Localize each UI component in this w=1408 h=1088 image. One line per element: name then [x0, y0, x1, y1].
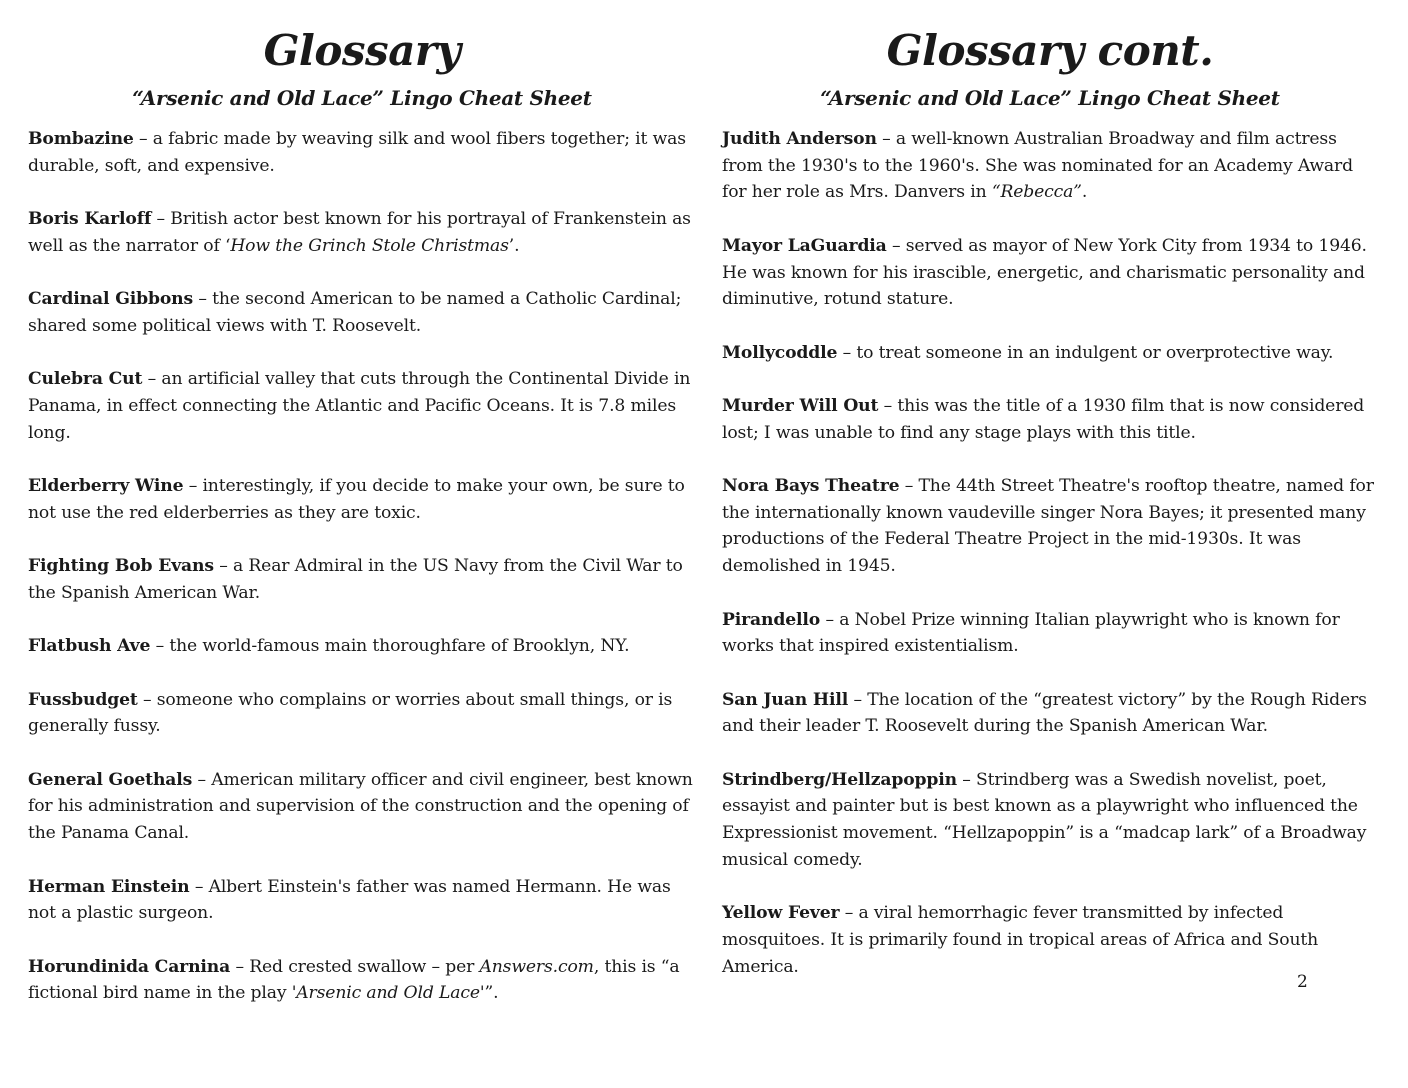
glossary-term: Mollycoddle	[722, 342, 838, 363]
glossary-term: San Juan Hill	[722, 689, 849, 710]
glossary-definition: – The 44th Street Theatre's rooftop theatre, named for the internationally known vaudeville singer Nora Bayes; it presented many productions of the Federal Theatre Project in the mid-1930s. It was demolished in 1945.	[722, 476, 1374, 577]
glossary-definition: – an artificial valley that cuts through the Continental Divide in Panama, in effect connecting the Atlantic and Pacific Oceans. It is 7.8 miles long.	[28, 369, 691, 443]
glossary-definition: – a Rear Admiral in the US Navy from the Civil War to the Spanish American War.	[28, 556, 683, 603]
glossary-term: Horundinida Carnina	[28, 956, 231, 977]
glossary-entry	[722, 767, 1378, 874]
page-number: 2	[1297, 972, 1308, 992]
glossary-entry	[722, 687, 1378, 740]
glossary-definition: – the world-famous main thoroughfare of Brooklyn, NY.	[150, 636, 630, 657]
glossary-entry	[28, 286, 696, 339]
glossary-entry	[28, 126, 696, 179]
glossary-term: Flatbush Ave	[28, 636, 151, 657]
page-title: Glossary	[263, 26, 461, 75]
glossary-term: General Goethals	[28, 769, 193, 790]
glossary-definition: – served as mayor of New York City from 1934 to 1946. He was known for his irascible, energetic, and charismatic personality and diminutive, rotund stature.	[722, 235, 1367, 310]
glossary-definition: – a fabric made by weaving silk and wool fibers together; it was durable, soft, and expensive.	[28, 129, 686, 176]
glossary-definition: – The location of the “greatest victory” by the Rough Riders and their leader T. Roosevelt during the Spanish American War.	[722, 689, 1367, 737]
glossary-term: Judith Anderson	[722, 129, 877, 149]
glossary-definition: – a Nobel Prize winning Italian playwright who is known for works that inspired existentialism.	[722, 609, 1340, 657]
glossary-term: Nora Bays Theatre	[722, 476, 900, 497]
glossary-definition: – the second American to be named a Catholic Cardinal; shared some political views with T. Roosevelt.	[28, 289, 682, 336]
glossary-entry	[722, 233, 1378, 313]
glossary-list-cont	[722, 126, 1378, 980]
right-column	[722, 0, 1378, 1007]
glossary-definition: – someone who complains or worries about small things, or is generally fussy.	[28, 689, 673, 737]
glossary-definition-end: ”.	[484, 983, 499, 1004]
glossary-entry	[722, 607, 1378, 660]
glossary-term: Bombazine	[28, 129, 134, 149]
glossary-definition: – a viral hemorrhagic fever transmitted by infected mosquitoes. It is primarily found in tropical areas of Africa and South America.	[722, 903, 1319, 977]
italic-title: “Rebecca”	[991, 182, 1082, 203]
glossary-definition: – a well-known Australian Broadway and film actress from the 1930's to the 1960's. She was nominated for an Academy Award for her role as Mrs. Danvers in	[722, 129, 1353, 203]
glossary-entry	[722, 393, 1378, 446]
glossary-entry	[722, 900, 1378, 980]
glossary-entry	[28, 954, 696, 1007]
italic-title: How the Grinch Stole Christmas	[230, 235, 509, 256]
glossary-term: Mayor LaGuardia	[722, 235, 887, 256]
glossary-definition-mid: , this is “a fictional bird name in the play	[28, 956, 680, 1004]
glossary-entry	[28, 366, 696, 446]
italic-source: Answers.com	[479, 956, 594, 977]
glossary-entry	[722, 473, 1378, 580]
glossary-definition: – Strindberg was a Swedish novelist, poet, essayist and painter but is best known as a playwright who influenced the Expressionist movement. “Hellzapoppin” is a “madcap lark” of a Broadway musical comedy.	[722, 769, 1367, 870]
glossary-term: Fighting Bob Evans	[28, 556, 214, 577]
glossary-term: Cardinal Gibbons	[28, 289, 194, 310]
glossary-term: Yellow Fever	[722, 903, 840, 924]
glossary-definition: – this was the title of a 1930 film that is now considered lost; I was unable to find any stage plays with this title.	[722, 395, 1365, 443]
glossary-term: Strindberg/Hellzapoppin	[722, 769, 957, 790]
glossary-definition: – interestingly, if you decide to make your own, be sure to not use the red elderberries as they are toxic.	[28, 476, 685, 523]
glossary-definition: – Red crested swallow – per	[230, 956, 480, 977]
glossary-entry	[28, 553, 696, 606]
glossary-entry	[722, 340, 1378, 367]
glossary-definition: – American military officer and civil engineer, best known for his administration and supervision of the construction and the opening of the Panama Canal.	[28, 769, 693, 844]
page-subtitle: “Arsenic and Old Lace” Lingo Cheat Sheet	[132, 86, 592, 110]
glossary-definition: – Albert Einstein's father was named Hermann. He was not a plastic surgeon.	[28, 876, 671, 924]
glossary-list	[28, 126, 696, 1007]
glossary-entry	[28, 206, 696, 259]
glossary-term: Elderberry Wine	[28, 476, 184, 497]
glossary-entry	[28, 874, 696, 927]
glossary-term: Pirandello	[722, 609, 821, 630]
glossary-term: Culebra Cut	[28, 369, 143, 390]
glossary-term: Boris Karloff	[28, 209, 152, 230]
page-title-cont: Glossary cont.	[886, 26, 1214, 75]
glossary-definition-end: ’.	[508, 235, 520, 256]
glossary-entry	[28, 767, 696, 847]
glossary-entry	[28, 473, 696, 526]
glossary-entry	[28, 687, 696, 740]
left-column	[28, 0, 696, 1034]
glossary-term: Murder Will Out	[722, 395, 879, 416]
glossary-entry	[28, 633, 696, 660]
glossary-definition: – British actor best known for his portrayal of Frankenstein as well as the narrator of ‘	[28, 209, 691, 256]
italic-title: 'Arsenic and Old Lace'	[291, 983, 485, 1004]
glossary-definition-end: .	[1081, 182, 1088, 203]
glossary-term: Fussbudget	[28, 689, 138, 710]
glossary-entry	[722, 126, 1378, 206]
page-subtitle-cont: “Arsenic and Old Lace” Lingo Cheat Sheet	[820, 86, 1280, 110]
glossary-definition: – to treat someone in an indulgent or overprotective way.	[837, 342, 1334, 363]
glossary-term: Herman Einstein	[28, 876, 190, 897]
